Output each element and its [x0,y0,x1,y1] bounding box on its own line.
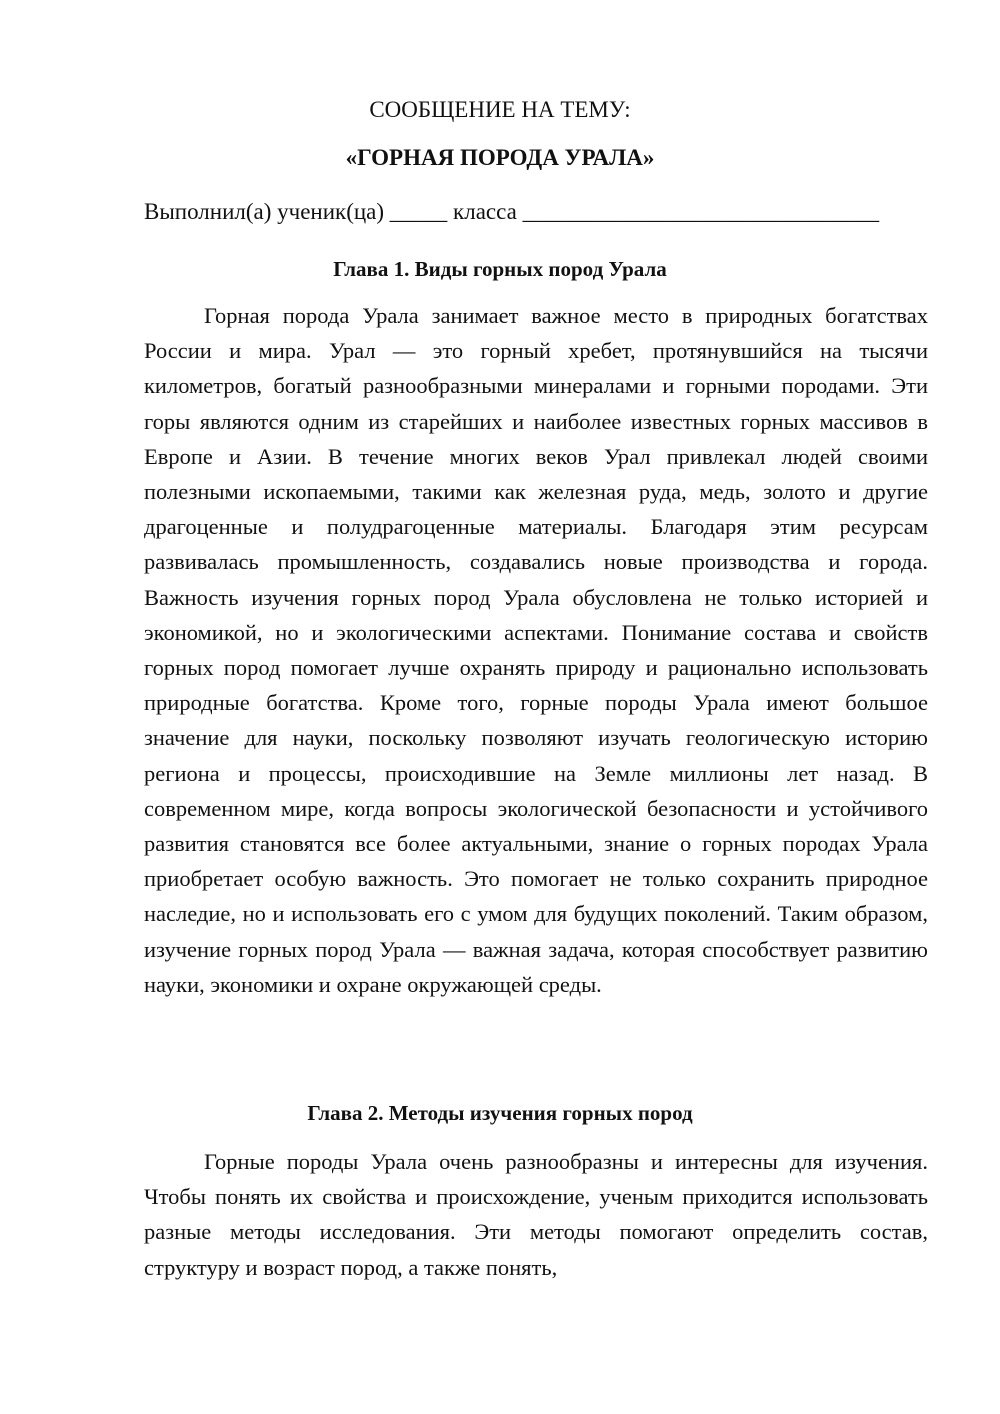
chapter-2-paragraph: Горные породы Урала очень разнообразны и интересны для изучения. Чтобы понять их свойства и происхождение, ученым приходится использовать разные методы исследования. Эти методы помогают определить состав, структуру и возраст пород, а также понять, [144,1149,928,1280]
author-line: Выполнил(а) ученик(ца) _____ класса _______________________________ [144,199,880,224]
chapter-1-paragraph: Горная порода Урала занимает важное место в природных богатствах России и мира. Урал — это горный хребет, протянувшийся на тысячи километров, богатый разнообразными минералами и горными породами. Эти горы являются одним из старейших и наиболее известных горных массивов в Европе и Азии. В течение многих веков Урал привлекал людей своими полезными ископаемыми, такими как железная руда, медь, золото и другие драгоценные и полудрагоценные материалы. Благодаря этим ресурсам развивалась промышленность, создавались новые производства и города. Важность изучения горных пород Урала обусловлена не только историей и экономикой, но и экологическими аспектами. Понимание состава и свойств горных пород помогает лучше охранять природу и рационально использовать природные богатства. Кроме того, горные породы Урала имеют большое значение для науки, поскольку позволяют изучать геологическую историю региона и процессы, происходившие на Земле миллионы лет назад. В современном мире, когда вопросы экологической безопасности и устойчивого развития становятся все более актуальными, знание о горных породах Урала приобретает особую важность. Это помогает не только сохранить природное наследие, но и использовать его с умом для будущих поколений. Таким образом, изучение горных пород Урала — важная задача, которая способствует развитию науки, экономики и охране окружающей среды. [144,303,928,997]
title-line-1: СООБЩЕНИЕ НА ТЕМУ: [369,97,631,122]
chapter-2-heading: Глава 2. Методы изучения горных пород [307,1101,693,1125]
title-line-2: «ГОРНАЯ ПОРОДА УРАЛА» [345,145,655,170]
chapter-1-heading: Глава 1. Виды горных пород Урала [333,257,667,281]
